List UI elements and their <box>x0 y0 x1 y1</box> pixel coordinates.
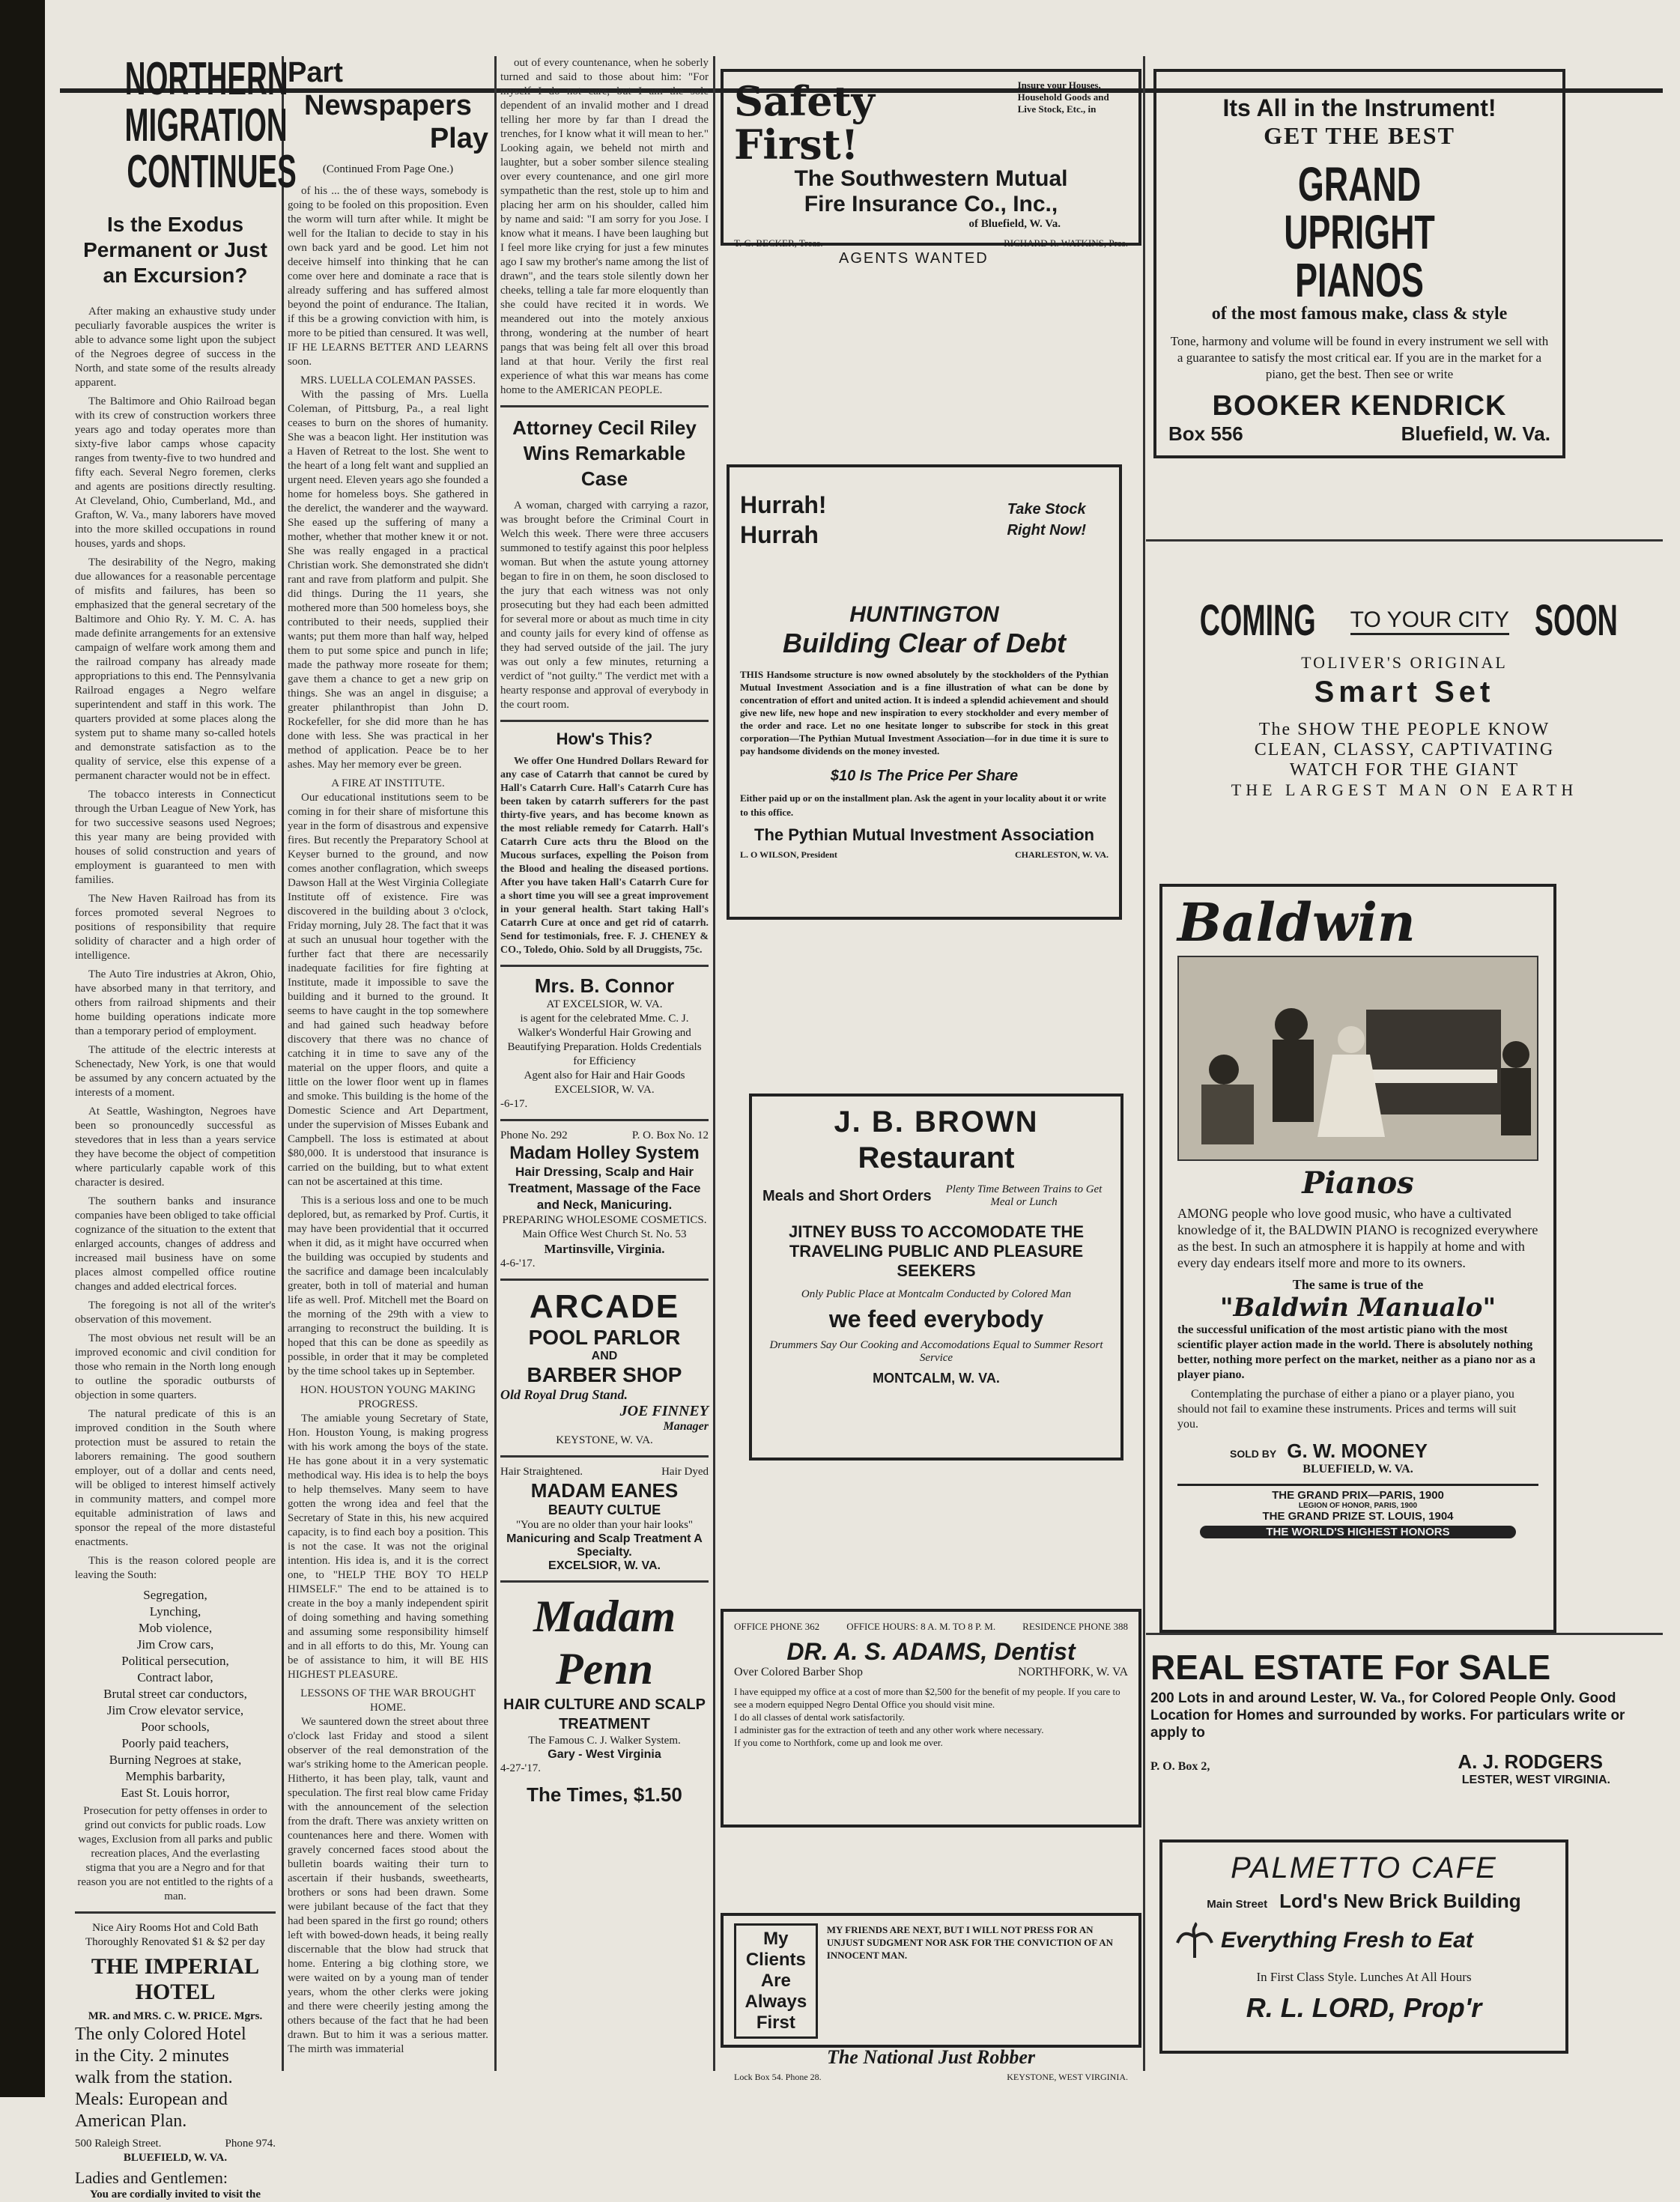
divider <box>500 1580 709 1583</box>
hows-this-body: We offer One Hundred Dollars Reward for any case of Catarrh that cannot be cured by Hall's Catarrh Cure. Hall's Catarrh Cure has been taken by catarrh sufferers for the past thirty-five years, and has become known as the most reliable remedy for Catarrh. Hall's Catarrh Cure acts thru the Blood on the Mucous surfaces, expelling the Poison from the Blood and healing the diseased portions. After you have taken Hall's Catarrh Cure for a short time you will see a great improvement in your general health. Start taking Hall's Catarrh Cure at once and get rid of catarrh. Send for testimonials, free. F. J. CHENEY & CO., Toledo, Ohio. Sold by all Druggists, 75c. <box>500 756 709 956</box>
divider <box>500 405 709 407</box>
clients-first-ad: My Clients Are Always First MY FRIENDS ARE NEXT, BUT I WILL NOT PRESS FOR AN UNJUST SUDGMENT NOR ASK FOR THE CONVICTION OF AN INNOCENT MAN. The National Just Robber Lock Box 54. Phone 28. KEYSTONE, WEST VIRGINIA. <box>721 1913 1141 2048</box>
divider <box>1146 539 1663 542</box>
arcade-ad: ARCADE POOL PARLOR AND BARBER SHOP Old Royal Drug Stand. JOE FINNEY Manager KEYSTONE, W. VA. <box>500 1288 709 1446</box>
column-rule <box>494 56 497 2071</box>
subheadline: Is the Exodus Permanent or Just an Excursion? <box>83 213 267 287</box>
pythian-hurrah-ad: Hurrah! Hurrah Take Stock Right Now! HUNTINGTON Building Clear of Debt THIS Handsome structure is now owned absolutely by the stockholders of the Pythian Mutual Investment Association and is a fine illustration of what can be done by concentration of effort and united action. It is indeed a splendid achievement and should give new life, new hope and new inspiration to every stockholder and every member of the order and race. Let no one hesitate longer to subscribe for stock in this great corporation—The Pythian Mutual Investment Association—for in due time it is sure to pay handsome dividends on the money invested. $10 Is The Price Per Share Either paid up or on the installment plan. Ask the agent in your locality about it or write to this office. The Pythian Mutual Investment Association L. O WILSON, President CHARLESTON, W. VA. <box>727 464 1122 920</box>
palmetto-cafe-ad: PALMETTO CAFE Main Street Lord's New Brick Building Everything Fresh to Eat In First Class Style. Lunches At All Hours R. L. LORD, Prop'r <box>1159 1839 1568 2054</box>
dr-adams-dentist-ad: OFFICE PHONE 362 OFFICE HOURS: 8 A. M. TO 8 P. M. RESIDENCE PHONE 388 DR. A. S. ADAMS, Dentist Over Colored Barber Shop NORTHFORK, W. VA I have equipped my office at a cost of more than $2,500 for the benefit of my people. If you care to see a modern equipped Negro Dental Office you should visit mine. I do all classes of dental work satisfactorily. I administer gas for the extraction of teeth and any other work where necessary. If you come to Northfork, come up and look me over. <box>721 1609 1141 1828</box>
palm-leaf-icon <box>1176 1922 1213 1959</box>
column-1 <box>75 53 297 2202</box>
column-rule <box>713 56 715 2071</box>
column-2 <box>288 56 488 2061</box>
divider <box>500 1279 709 1281</box>
piano-illustration <box>1177 956 1538 1161</box>
attorney-headline: Attorney Cecil Riley Wins Remarkable Case <box>512 416 697 490</box>
hows-this-head: How's This? <box>556 730 653 748</box>
baldwin-pianos-ad: Baldwin Pianos AMONG people who love good music, who have a cultivated knowledge of it, the BALDWIN PIANO is recognized everywhere as the best. In such an atmosphere it is happily at home and with every day endears itself more and more to its owners. The same is true of the "Baldwin Manualo" the successful unification of the most artistic piano with the most scientific player action made in the world. There is absolutely nothing better, nothing more perfect on the market, neither as a piano nor as a player piano. Contemplating the purchase of either a piano or a player piano, you should not fail to examine these instruments. Prices and terms will suit you. SOLD BY G. W. MOONEY BLUEFIELD, W. VA. THE GRAND PRIX—PARIS, 1900 LEGION OF HONOR, PARIS, 1900 THE GRAND PRIZE ST. LOUIS, 1904 THE WORLD'S HIGHEST HONORS <box>1159 884 1556 1633</box>
divider <box>500 720 709 722</box>
kendrick-pianos-ad: Its All in the Instrument! GET THE BEST GRAND UPRIGHT PIANOS of the most famous make, class & style Tone, harmony and volume will be found in every instrument we sell with a guarantee to satisfy the most critical ear. If you are in the market for a piano, get the best. Then see or write BOOKER KENDRICK Box 556 Bluefield, W. Va. <box>1153 69 1565 458</box>
divider <box>500 965 709 967</box>
divider <box>75 1911 276 1914</box>
continued-article: out of every countenance, when he soberly turned and said to those about him: "For myself I do not care, but I am the sole dependent of an invalid mother and I dread telling her more by far than I dread the trenches, for I know what it will mean to her." Looking again, we beheld not mirth and laughter, but a sober somber silence stealing over every countenance, and one girl more sympathetic than the rest, stole up to him and placing her arm on his shoulder, called him by name and said: "I am sorry for you Jose. I know what it means. I have been laughing but I feel more like crying for just a few minutes ago I saw my brother's name among the list of drawn", and the tears stole silently down her cheeks, telling a tale far more eloquently than she could have recited it in words. We meandered out into the motely anxious throng, wondering at the number of heart pangs that was being felt all over this broad land at that hour. Verily the first real experience of what this war means has come home to the AMERICAN PEOPLE. <box>500 57 709 396</box>
penn-ad: Madam Penn HAIR CULTURE AND SCALP TREATMENT The Famous C. J. Walker System. Gary - West Virginia 4-27-'17. <box>500 1592 706 1774</box>
divider <box>500 1455 709 1458</box>
jb-brown-restaurant-ad: J. B. BROWN Restaurant Meals and Short Orders Plenty Time Between Trains to Get Meal or Lunch JITNEY BUSS TO ACCOMODATE THE TRAVELING PUBLIC AND PLEASURE SEEKERS Only Public Place at Montcalm Conducted by Colored Man we feed everybody Drummers Say Our Cooking and Accomodations Equal to Summer Resort Service MONTCALM, W. VA. <box>749 1094 1123 1461</box>
real-estate-ad: REAL ESTATE For SALE 200 Lots in and around Lester, W. Va., for Colored People Only. Good Location for Homes and surrounded by works. For particulars write or apply to P. O. Box 2, A. J. RODGERS LESTER, WEST VIRGINIA. <box>1150 1648 1625 1786</box>
closing-paragraph: Prosecution for petty offenses in order to grind out convicts for public roads. Low wages, Exclusion from all parks and public recreation places, And the everlasting stigma that you are a Negro and for that reason you are not entitled to the rights of a man. <box>77 1805 273 1902</box>
imperial-hotel-ad: Nice Airy Rooms Hot and Cold Bath Thoroughly Renovated $1 & $2 per day THE IMPERIAL HOTEL MR. and MRS. C. W. PRICE. Mgrs. The only Colored Hotel in the City. 2 minutes walk from the station. Meals: European and American Plan. 500 Raleigh Street. Phone 974. BLUEFIELD, W. VA. Ladies and Gentlemen: You are cordially invited to visit the <box>75 1922 276 2201</box>
safety-first-ad: Safety First! Insure your Houses, Household Goods and Live Stock, Etc., in The Southwestern Mutual Fire Insurance Co., Inc., of Bluefield, W. Va. T. G. BECKER, Treas. RICHARD R. WATKINS, Pres. AGENTS WANTED <box>721 69 1141 246</box>
piano-players-icon <box>1179 957 1543 1156</box>
headline-part-newspapers-play: Part Newspapers Play <box>288 57 488 154</box>
continued-note: (Continued From Page One.) <box>322 163 454 175</box>
scan-edge <box>0 0 45 2097</box>
article-body: of his ... the of these ways, somebody is going to be fooled on this proposition. Even the worm will turn after while. It might be well for the Italian to decide to stay in his own back yard and be good. Let him not deceive himself into thinking that he can come over here and dominate a race that is already suffering and has suffered almost beyond the point of endurance. The Italian, if this be a growing conviction with him, is more to be pitied than censured. It was well, IF HE LEARNS BETTER AND LEARNS soon. MRS. LUELLA COLEMAN PASSES. With the passing of Mrs. Luella Coleman, of Pittsburg, Pa., a real light ceases to burn on the shores of humanity. She was a beacon light. Her institution was a Haven of Retreat to the lost. She went to the heart of a long felt want and supplied an urgent need. Eleven years ago she founded a home for homeless boys. She gathered in the derelict, the wanderer and the wayward. She eased up the suffering of many a mother, whether that mother knew it or not. She was really engaged in a practical Christian work. She demonstrated she didn't rant and rave from platform and pulpit. She did things. During the 11 years, she mothered more than 500 homeless boys, she contributed to their needs, supplied their wants; put them more than half way, helped them to put some spice and punch in life; made the pathway more roseate for them; gave them a chance to get a new grip on things. She was an angel in disguise; a greater philanthropist than John D. Rockefeller, for she did more than he has done with less. She was practical in her method of application. Peace be to her ashes. May her memory ever be green. A FIRE AT INSTITUTE. Our educational institutions seem to be coming in for their share of misfortune this year in the form of disastrous and expensive fires. But recently the Preparatory School at Keyser burned to the ground, and now comes another conflagration, which sweeps Dawson Hall at the West Virginia Collegiate Institute off of existence. Fire was discovered in the building about 3 o'clock, Friday morning, July 28. The fact that it was at such an unusual hour together with the further fact that there are necessarily inadequate facilities for fire fighting at Institute, made it impossible to save the building and it burned to the ground. It seems to have caught in the top somewhere and had gained such headway before discovery that there was no chance of catching it in time to save any of the material on the upper floors, and quite a little on the lower floor went up in flames and smoke. This building is the home of the Domestic Science and Art Department, under the supervision of Misses Eubank and Campbell. The loss is estimated at about $80,000. It is understood that insurance is carried on the building, but to what extent can not be ascertained at this time. This is a serious loss and one to be much deplored, but, as remarked by Prof. Curtis, it may have been providential that it occurred when it did, as it might have occurred when the building was occupied by students and the sacrifice and damage been incalculably greater, both in toll of material and human life as well. Prof. Mitchell met the Board on the morning of the 29th with a view to arranging to reconstruct the building. It is hoped that this can be done as speedily as possible, in order that it may be completed by the time school takes up in September. HON. HOUSTON YOUNG MAKING PROGRESS. The amiable young Secretary of State, Hon. Houston Young, is making progress with his work among the boys of the state. He has gone about it in a very systematic methodical way. His idea is to help the boys to help themselves. Many seem to have gotten the wrong idea and feel that the Secretary of State in this, his new acquired capacity, is to find each boy a position. This is not the case. It was not the original intention. His idea is, and it is the correct one, to "HELP THE BOY TO HELP HIMSELF." The end to be attained is to create in the boy a manly independent spirit of doing something and having something and assuming some responsibility himself and in all efforts to do this, Mr. Young can be of assistance to him, it will BE HIS HIGHEST PLEASURE. LESSONS OF THE WAR BROUGHT HOME. We sauntered down the street about three o'clock last Friday and stood a silent observer of the real demonstration of the war's striking home to the American people. Hitherto, it has been play, talk, vaunt and speculation. The first real blow came Friday with the announcement of the selection from the draft. There was anxiety written on countenances here and there. Women with gravely concerned faces stood about the bulletin boards waiting their turn to ascertain if their husbands, sweethearts, brothers or sons had been drawn. Some were jubilant because of the fact that they had been spared in the first go round; others left with bowed-down heads, it being really discernable that the blow had struck that home. Entering a big clothing store, we were waited on by a young man of tender years, whom the other clerks were joking and there were cheerily jesting among the others because of the fact that he had been drawn. But to him it was a serious matter. The mirth was immaterial <box>288 185 488 2055</box>
column-rule <box>1143 56 1145 2071</box>
article-body: After making an exhaustive study under peculiarly favorable auspices the writer is able to advance some light upon the subject of the Negroes degree of success in the North, and state some of the results already apparent. The Baltimore and Ohio Railroad began with its crew of construction workers three years ago and today operates more than sixty-five labor camps whose capacity ranges from twenty-five to two hundred and fifty each. Several Negro foremen, clerks and agents are positions directly resulting. At Cleveland, Ohio, Cumberland, Md., and Grafton, W. Va., many laborers have moved into the more skilled occupations in round houses, yards and shops. The desirability of the Negro, making due allowances for a reasonable percentage of misfits and failures, has been so emphasized that the general secretary of the Baltimore and Ohio Ry. Y. M. C. A. has made definite arrangements for an extensive campaign of welfare work among them and the railroad company has already made appropriations to this end. The Pennsylvania Railroad engages a Negro welfare superintendent and staff in this work. The quarters provided at some places along the system put to shame many so-called hotels and demonstrate satisfaction as to the quality of service, else this expense of a permanent character would not be in effect. The tobacco interests in Connecticut through the Urban League of New York, has for two successive seasons used Negroes; this year many are being provided with houses of solid construction and years of employment is guaranteed to men with families. The New Haven Railroad has from its forces promoted several Negroes to positions of responsibility that require solidity of character and a high order of intelligence. The Auto Tire industries at Akron, Ohio, have absorbed many in that territory, and others from railroad shipments and their home building operations indicate more than a temporary period of employment. The attitude of the electric interests at Schenectady, New York, is one that would be assumed by any concern actuated by the interests of a moment. At Seattle, Washington, Negroes have been so pronouncedly successful as stevedores that in less than a years service they have become the object of competition where particularly capable work of this character is desired. The southern banks and insurance companies have been obliged to take official cognizance of the situation to the extent that enlarged accounts, changes of address and increased mail business have on some places almost compelled office routine changes and added electrical forces. The foregoing is not all of the writer's observation of this movement. The most obvious net result will be an improved economic and civil condition for those who remain in the North long enough to outline the sporadic outbursts of objection in some quarters. The natural predicate of this is an improved condition in the South where protection must be assured to retain the laborers remaining. The good southern employer, out of a dollar and cents need, will be obliged to interest himself actively in community matters, and compel more equitable administration of laws and sponsor the repeal of the more distasteful enactments. This is the reason colored people are leaving the South: <box>75 306 276 1581</box>
reasons-list: Segregation, Lynching, Mob violence, Jim Crow cars, Political persecution, Contract labor, Brutal street car conductors, Jim Crow elevator service, Poor schools, Poorly paid teachers, Burning Negroes at stake, Memphis barbarity, East St. Louis horror, <box>103 1588 247 1800</box>
connor-ad: Mrs. B. Connor AT EXCELSIOR, W. VA. is agent for the celebrated Mme. C. J. Walker's Wonderful Hair Growing and Beautifying Preparation. Holds Credentials for Efficiency Agent also for Hair and Hair Goods EXCELSIOR, W. VA. -6-17. <box>500 974 702 1110</box>
column-3 <box>500 56 709 1807</box>
attorney-body: A woman, charged with carrying a razor, was brought before the Criminal Court in Welch this week. There were three accusers summoned to testify against this poor helpless woman. But when the astute young attorney began to fire in on them, he soon disclosed to the jury that each witness was not only prosecuting but they had each been admitted for several more or about as much time in city and county jails for every kind of offense as they had served outside of the jail. The jury was out only a few minutes, returning a verdict of "not guilty." The verdict met with a hearty response and approval of everybody in the court room. <box>500 500 709 711</box>
times-price: The Times, $1.50 <box>527 1783 682 1806</box>
holley-ad: Phone No. 292 P. O. Box No. 12 Madam Holley System Hair Dressing, Scalp and Hair Treatment, Massage of the Face and Neck, Manicuring. PREPARING WHOLESOME COSMETICS. Main Office West Church St. No. 53 Martinsville, Virginia. 4-6-'17. <box>500 1129 709 1270</box>
smart-set-ad: COMING TO YOUR CITY SOON TOLIVER'S ORIGINAL Smart Set The SHOW THE PEOPLE KNOW CLEAN, CLASSY, CAPTIVATING WATCH FOR THE GIANT THE LARGEST MAN ON EARTH <box>1199 596 1618 799</box>
eanes-ad: Hair Straightened. Hair Dyed MADAM EANES BEAUTY CULTUE "You are no older than your hair looks" Manicuring and Scalp Treatment A Specialty. EXCELSIOR, W. VA. <box>500 1466 709 1572</box>
column-rule <box>282 56 284 2071</box>
headline-northern-migration: NORTHERN MIGRATION CONTINUES <box>124 53 297 198</box>
divider <box>1146 1633 1663 1635</box>
divider <box>500 1119 709 1121</box>
